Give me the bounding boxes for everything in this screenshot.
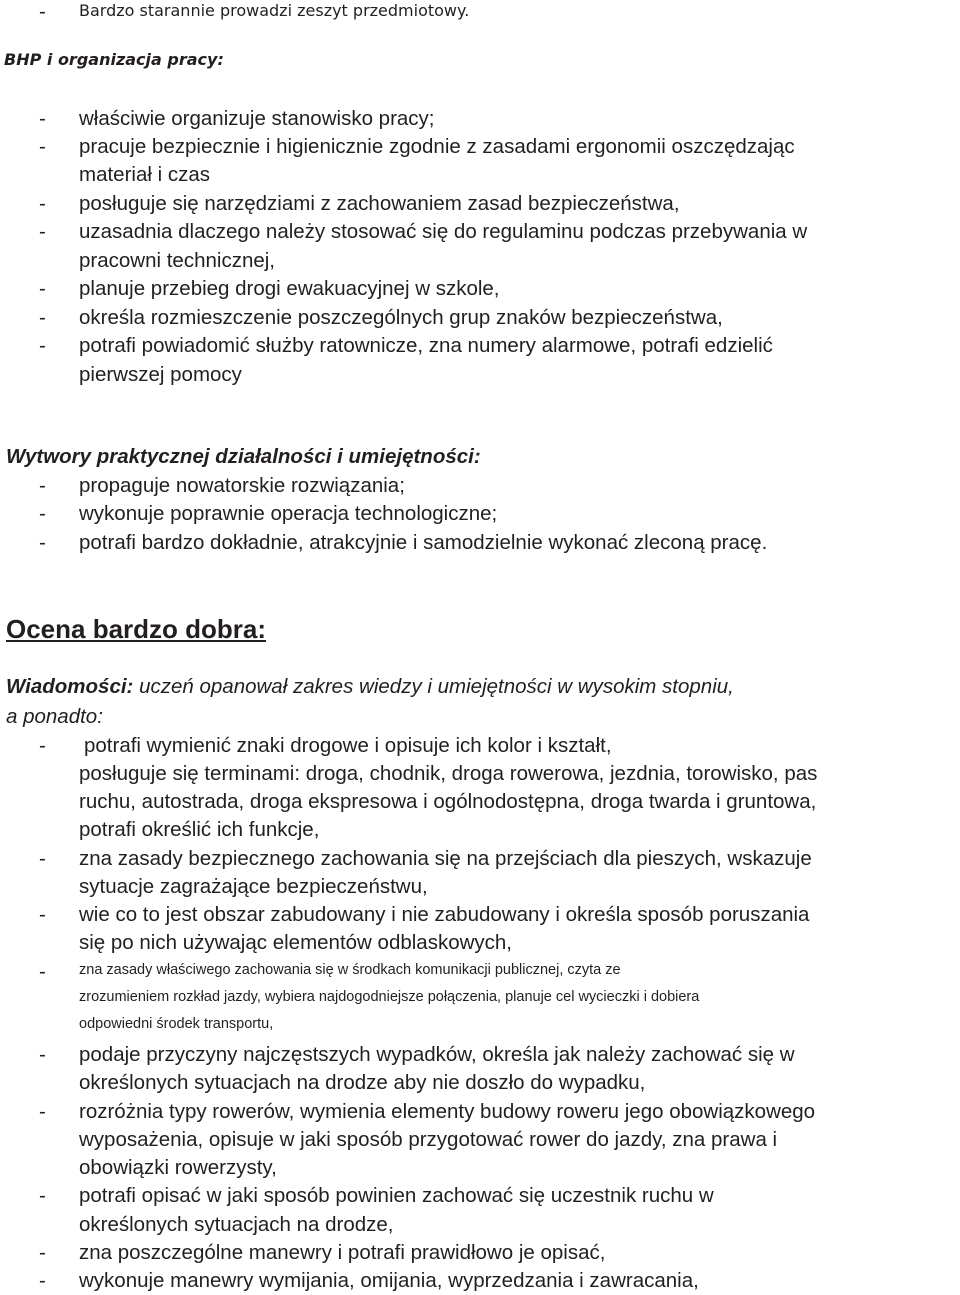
list-dash: - xyxy=(39,531,46,554)
list-item-continuation: sytuacje zagrażające bezpieczeństwu, xyxy=(79,875,428,898)
list-item-continuation: określonych sytuacjach na drodze, xyxy=(79,1213,394,1236)
list-dash: - xyxy=(39,135,46,158)
list-item-continuation: ruchu, autostrada, droga ekspresowa i ogólnodostępna, droga twarda i gruntowa, xyxy=(79,790,817,813)
list-dash: - xyxy=(39,220,46,243)
list-item: planuje przebieg drogi ewakuacyjnej w szkole, xyxy=(79,277,500,300)
section-heading-wytwory: Wytwory praktycznej działalności i umiejętności: xyxy=(6,445,481,468)
list-item-continuation: obowiązki rowerzysty, xyxy=(79,1156,277,1179)
list-item: Bardzo starannie prowadzi zeszyt przedmiotowy. xyxy=(79,1,470,20)
list-dash: - xyxy=(39,960,46,983)
list-item-continuation: posługuje się terminami: droga, chodnik, droga rowerowa, jezdnia, torowisko, pas xyxy=(79,762,818,785)
list-dash: - xyxy=(39,192,46,215)
list-dash: - xyxy=(39,1241,46,1264)
list-item: wie co to jest obszar zabudowany i nie zabudowany i określa sposób poruszania xyxy=(79,903,810,926)
list-item: wykonuje manewry wymijania, omijania, wyprzedzania i zawracania, xyxy=(79,1269,699,1292)
list-item: wykonuje poprawnie operacja technologiczne; xyxy=(79,502,498,525)
wiadomosci-label: Wiadomości: xyxy=(6,675,134,698)
list-item-continuation: zrozumieniem rozkład jazdy, wybiera najdogodniejsze połączenia, planuje cel wycieczki i dobiera xyxy=(79,989,700,1005)
list-item: pracuje bezpiecznie i higienicznie zgodnie z zasadami ergonomii oszczędzając xyxy=(79,135,795,158)
list-item-continuation: pierwszej pomocy xyxy=(79,363,242,386)
list-item: zna poszczególne manewry i potrafi prawidłowo je opisać, xyxy=(79,1241,606,1264)
list-item: rozróżnia typy rowerów, wymienia elementy budowy roweru jego obowiązkowego xyxy=(79,1100,816,1123)
list-item: potrafi wymienić znaki drogowe i opisuje ich kolor i kształt, xyxy=(84,734,612,757)
list-dash: - xyxy=(39,847,46,870)
list-dash: - xyxy=(39,1100,46,1123)
list-dash: - xyxy=(39,277,46,300)
list-dash: - xyxy=(39,502,46,525)
list-dash: - xyxy=(39,1184,46,1207)
list-item: właściwie organizuje stanowisko pracy; xyxy=(79,107,435,130)
ponadto-label: a ponadto: xyxy=(6,705,103,728)
list-dash: - xyxy=(39,1269,46,1292)
list-dash: - xyxy=(39,306,46,329)
section-heading-ocena: Ocena bardzo dobra: xyxy=(6,614,267,644)
list-item: zna zasady bezpiecznego zachowania się na przejściach dla pieszych, wskazuje xyxy=(79,847,812,870)
list-item-continuation: się po nich używając elementów odblaskowych, xyxy=(79,931,513,954)
list-item: posługuje się narzędziami z zachowaniem zasad bezpieczeństwa, xyxy=(79,192,680,215)
list-item-continuation: odpowiedni środek transportu, xyxy=(79,1016,274,1032)
list-item: uzasadnia dlaczego należy stosować się do regulaminu podczas przebywania w xyxy=(79,220,808,243)
list-dash: - xyxy=(39,474,46,497)
list-item: określa rozmieszczenie poszczególnych grup znaków bezpieczeństwa, xyxy=(79,306,723,329)
list-item: podaje przyczyny najczęstszych wypadków, określa jak należy zachować się w xyxy=(79,1043,795,1066)
list-item: propaguje nowatorskie rozwiązania; xyxy=(79,474,405,497)
list-dash: - xyxy=(39,107,46,130)
list-item: potrafi bardzo dokładnie, atrakcyjnie i samodzielnie wykonać zleconą pracę. xyxy=(79,531,768,554)
list-item-continuation: potrafi określić ich funkcje, xyxy=(79,818,320,841)
list-item-continuation: materiał i czas xyxy=(79,163,211,186)
list-item: potrafi powiadomić służby ratownicze, zna numery alarmowe, potrafi edzielić xyxy=(79,334,773,357)
section-heading-bhp: BHP i organizacja pracy: xyxy=(4,50,224,69)
list-dash: - xyxy=(39,734,46,757)
list-item-continuation: pracowni technicznej, xyxy=(79,249,275,272)
wiadomosci-text: uczeń opanował zakres wiedzy i umiejętności w wysokim stopniu, xyxy=(139,675,734,698)
list-item: potrafi opisać w jaki sposób powinien zachować się uczestnik ruchu w xyxy=(79,1184,714,1207)
list-dash: - xyxy=(39,1043,46,1066)
list-item-continuation: wyposażenia, opisuje w jaki sposób przygotować rower do jazdy, zna prawa i xyxy=(79,1128,778,1151)
list-dash: - xyxy=(39,0,46,23)
list-dash: - xyxy=(39,903,46,926)
list-dash: - xyxy=(39,334,46,357)
list-item-continuation: określonych sytuacjach na drodze aby nie doszło do wypadku, xyxy=(79,1071,646,1094)
list-item: zna zasady właściwego zachowania się w środkach komunikacji publicznej, czyta ze xyxy=(79,962,621,978)
